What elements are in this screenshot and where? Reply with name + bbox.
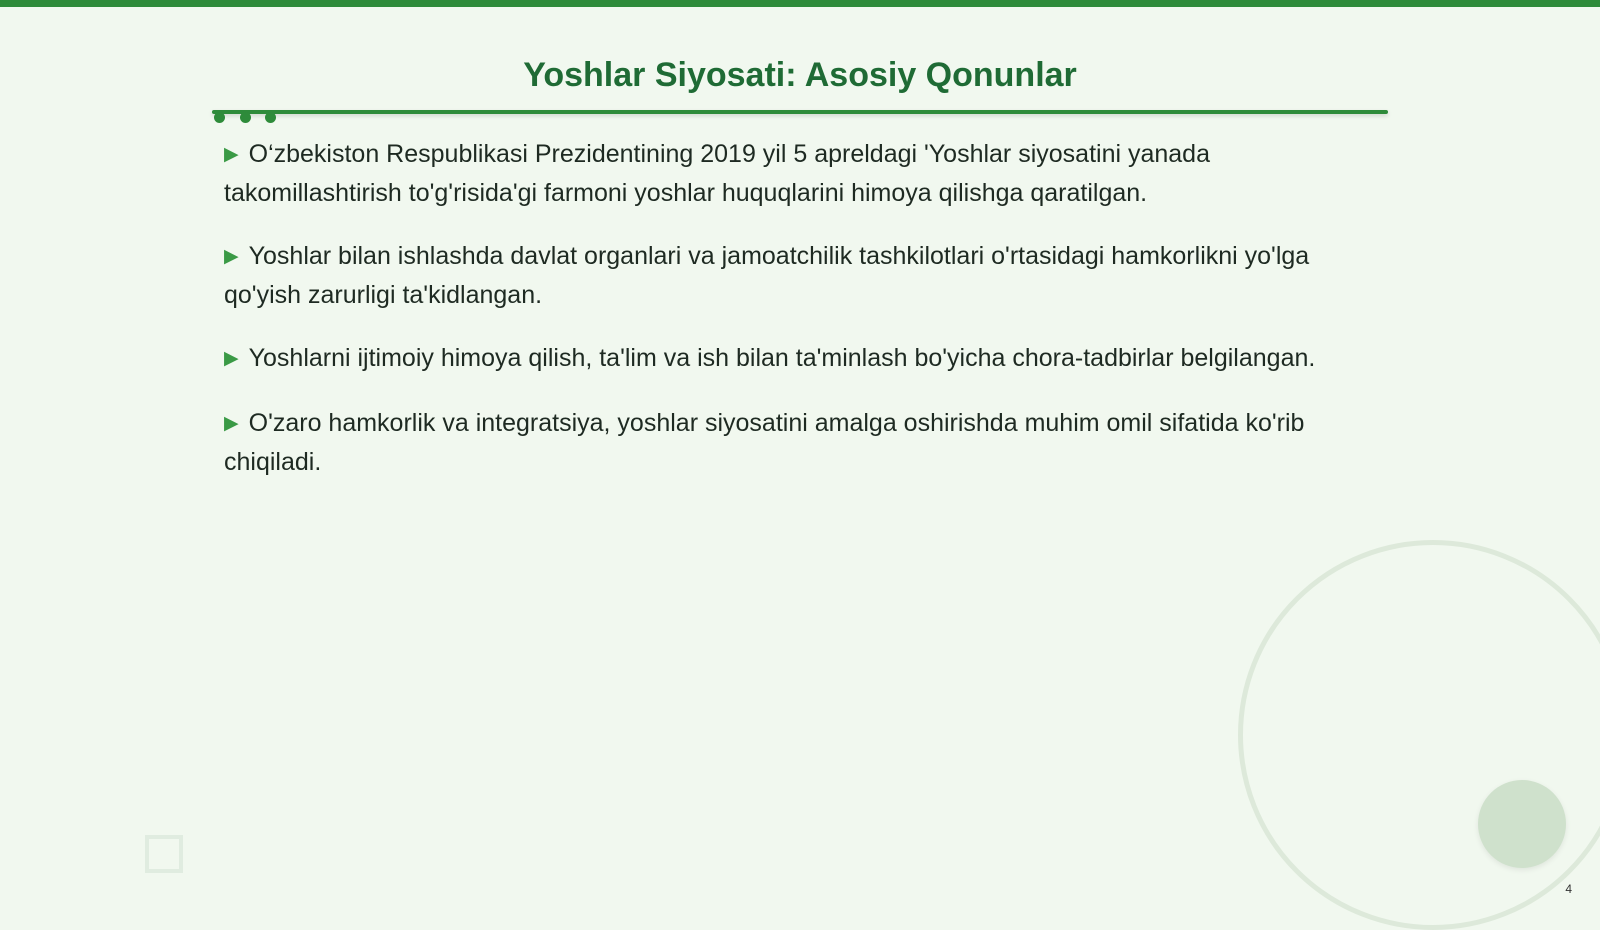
decor-dot (214, 112, 225, 123)
bullet-text: O'zaro hamkorlik va integratsiya, yoshlar siyosatini amalga oshirishda muhim omil sifatida ko'rib chiqiladi. (224, 409, 1305, 476)
page-number: 4 (1565, 882, 1572, 896)
bullet-text: Yoshlar bilan ishlashda davlat organlari va jamoatchilik tashkilotlari o'rtasidagi hamkorlikni yo'lga qo'yish zarurligi ta'kidlangan. (224, 242, 1310, 309)
bullet-item (224, 405, 1364, 481)
decor-dot (240, 112, 251, 123)
decorative-circle (1478, 780, 1566, 868)
decor-dot (265, 112, 276, 123)
top-accent-bar (0, 0, 1600, 7)
title-underline (212, 110, 1388, 114)
bullet-list (224, 136, 1364, 507)
bullet-item (224, 238, 1364, 314)
bullet-arrow-icon: ▶ (224, 246, 239, 267)
decorative-ring (1238, 540, 1600, 930)
bullet-arrow-icon: ▶ (224, 348, 239, 369)
bullet-text: O‘zbekiston Respublikasi Prezidentining 2019 yil 5 apreldagi 'Yoshlar siyosatini yanada takomillashtirish to'g'risida'gi farmoni yoshlar huquqlarini himoya qilishga qaratilgan. (224, 140, 1210, 207)
bullet-item (224, 136, 1364, 212)
bullet-arrow-icon: ▶ (224, 144, 239, 165)
slide-title: Yoshlar Siyosati: Asosiy Qonunlar (523, 56, 1077, 94)
bullet-text: Yoshlarni ijtimoiy himoya qilish, ta'lim va ish bilan ta'minlash bo'yicha chora-tadbirlar belgilangan. (248, 344, 1316, 372)
bullet-item (224, 340, 1364, 379)
decorative-square (145, 835, 183, 873)
bullet-arrow-icon: ▶ (224, 413, 239, 434)
